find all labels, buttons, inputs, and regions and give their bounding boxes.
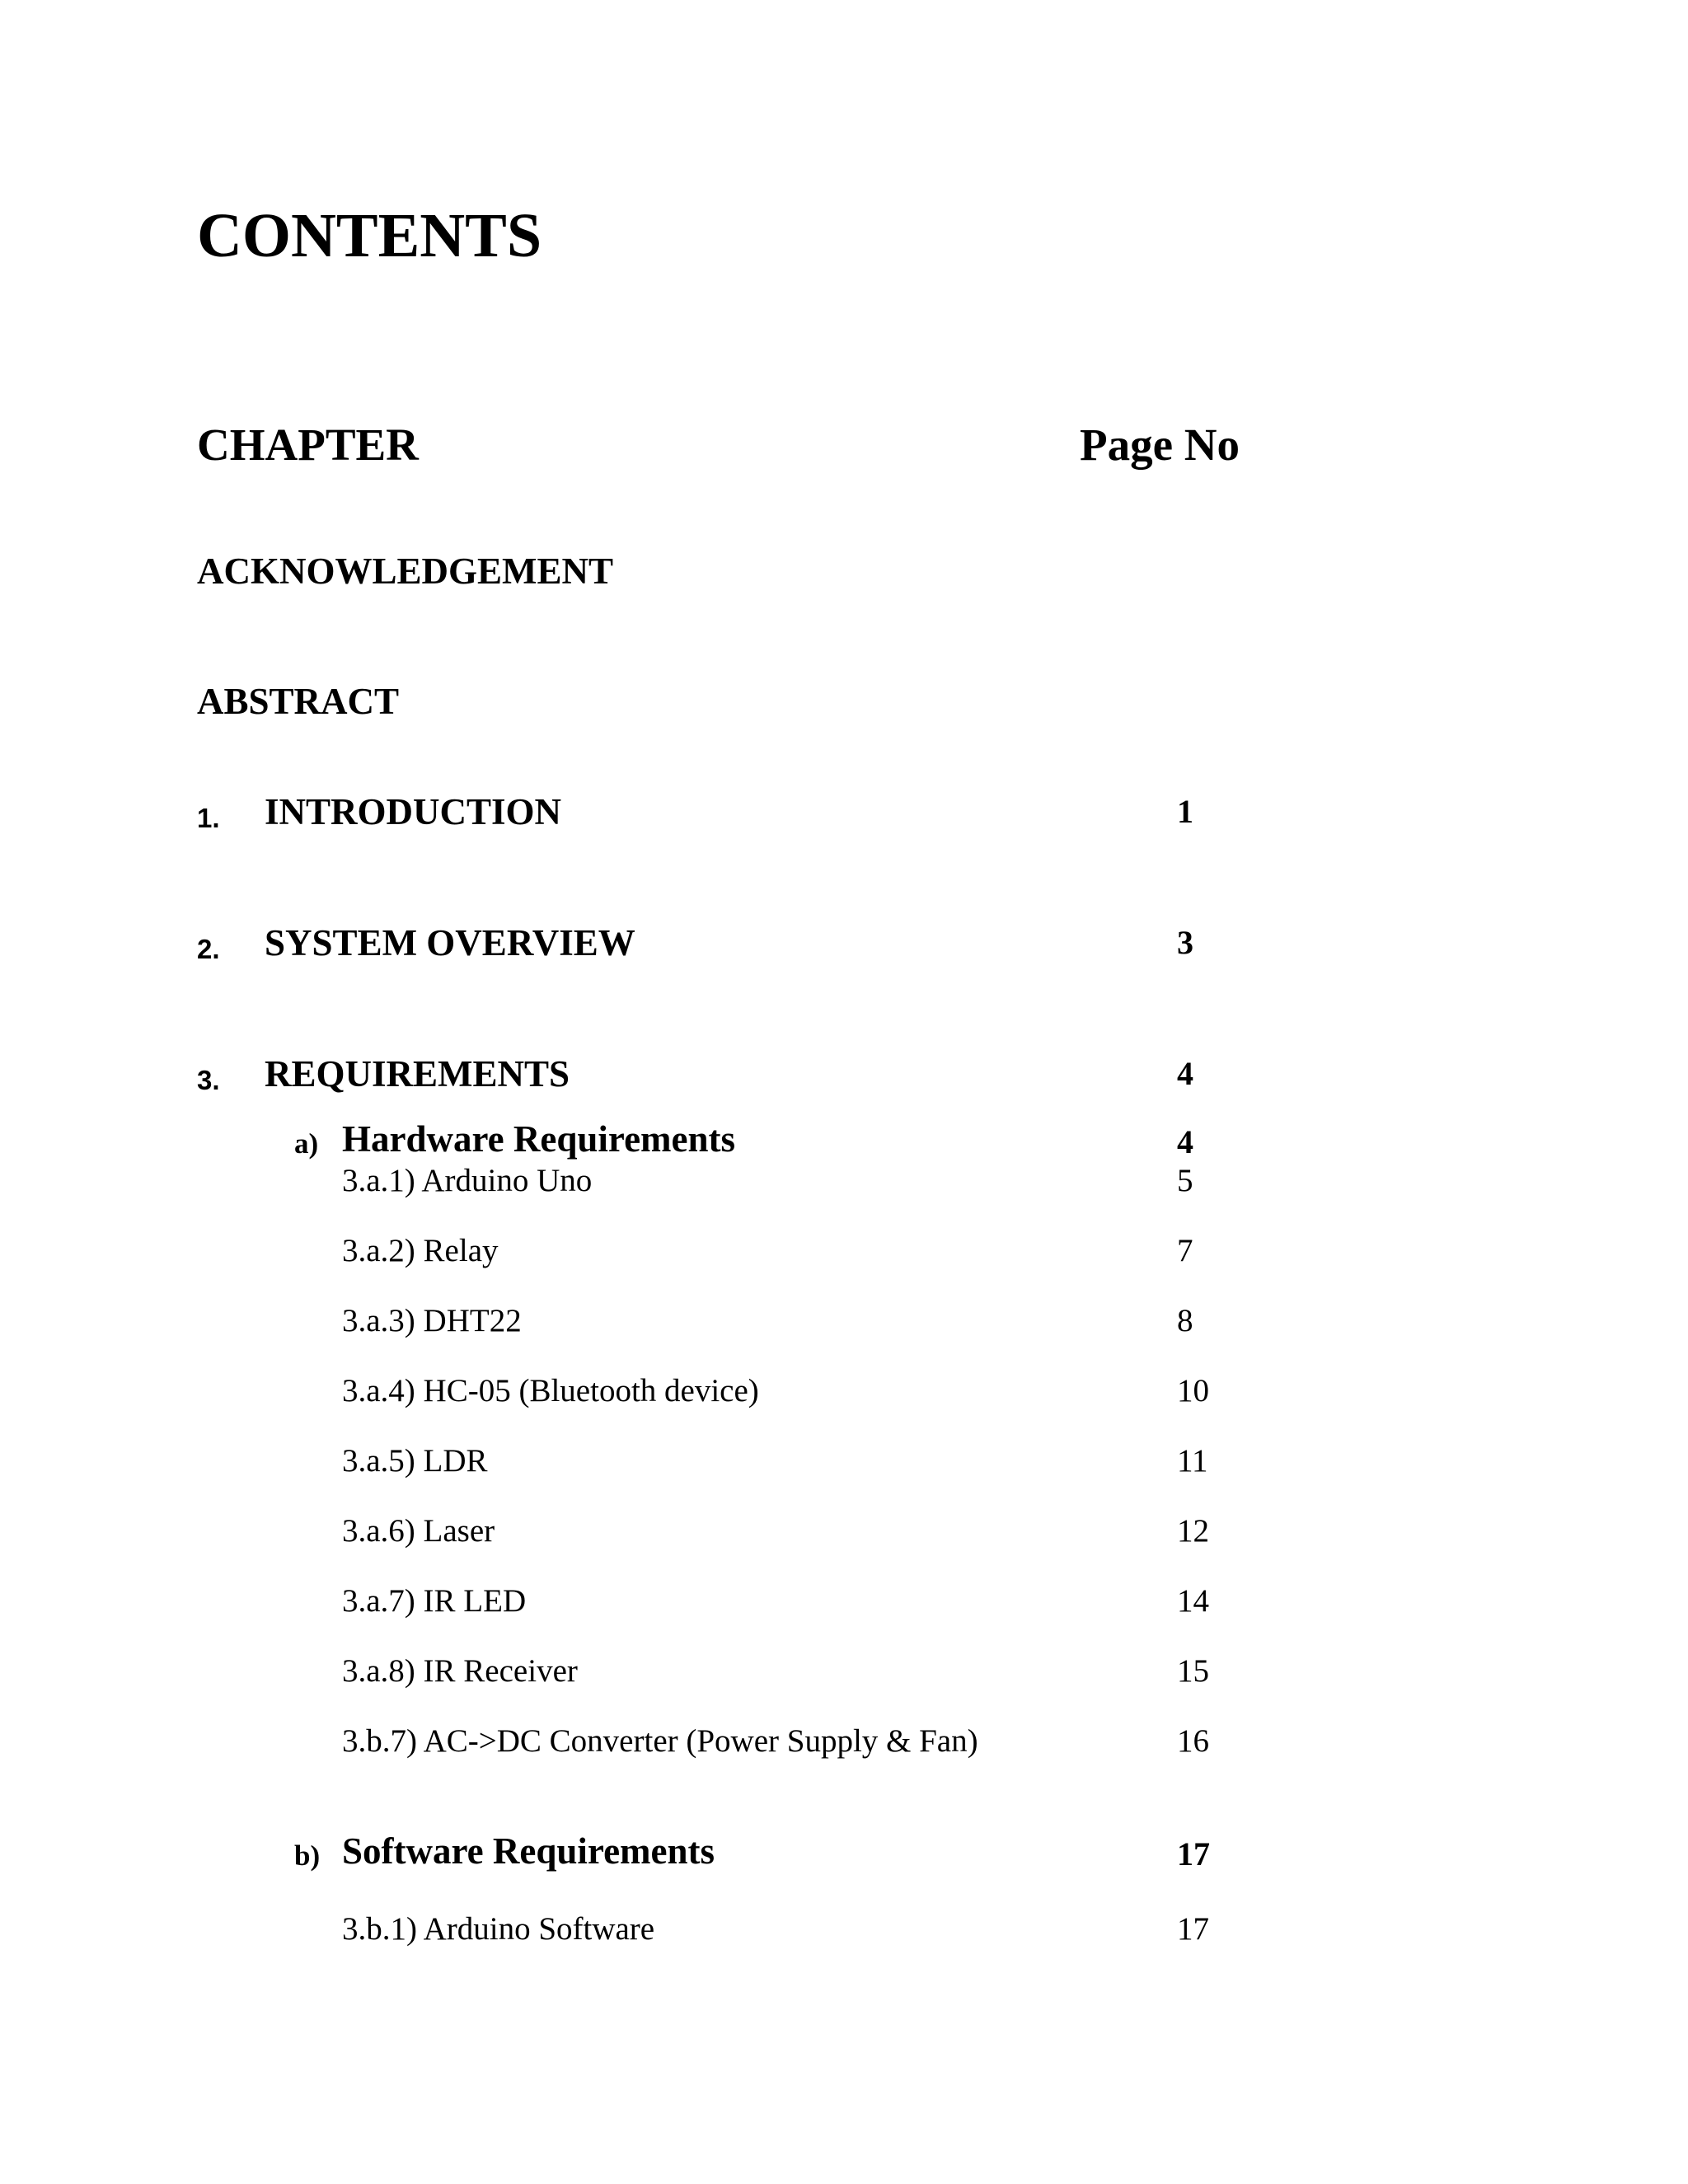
toc-subentry-page: 11 [1177,1443,1208,1479]
section-title: Software Requirements [342,1830,715,1872]
toc-subentry-title: 3.a.8) IR Receiver [342,1653,578,1689]
section-letter: a) [294,1127,319,1160]
toc-subentry-page: 17 [1177,1911,1209,1947]
toc-subentry-page: 5 [1177,1163,1193,1198]
toc-subentry-title: 3.a.6) Laser [342,1513,495,1549]
toc-entry-acknowledgement: ACKNOWLEDGEMENT [197,551,614,592]
toc-subentry-page: 8 [1177,1303,1193,1338]
chapter-page-number: 1 [1177,793,1193,830]
chapter-title: REQUIREMENTS [265,1053,570,1094]
toc-subentry-page: 14 [1177,1583,1209,1619]
chapter-column-header: CHAPTER [197,419,419,470]
section-title: Hardware Requirements [342,1118,736,1160]
page-number-column-header: Page No [1080,419,1240,470]
section-page-number: 4 [1177,1123,1193,1160]
section-page-number: 17 [1177,1835,1210,1872]
toc-subentry-title: 3.a.5) LDR [342,1443,488,1479]
toc-subentry-title: 3.a.3) DHT22 [342,1303,522,1338]
toc-subentry-title: 3.a.7) IR LED [342,1583,527,1619]
toc-subentry-page: 12 [1177,1513,1209,1549]
chapter-number: 1. [197,803,220,833]
page-title: CONTENTS [197,201,542,270]
toc-subentry-page: 15 [1177,1653,1209,1689]
toc-subentry-title: 3.a.2) Relay [342,1233,499,1268]
toc-subentry-title: 3.b.1) Arduino Software [342,1911,655,1947]
section-letter: b) [294,1840,321,1872]
chapter-number: 2. [197,934,220,964]
toc-subentry-page: 16 [1177,1723,1209,1759]
toc-subentry-title: 3.a.1) Arduino Uno [342,1163,593,1198]
chapter-page-number: 4 [1177,1055,1193,1092]
toc-subentry-page: 10 [1177,1373,1209,1408]
toc-subentry-page: 7 [1177,1233,1193,1268]
chapter-number: 3. [197,1065,220,1095]
toc-entry-abstract: ABSTRACT [197,681,400,722]
chapter-title: SYSTEM OVERVIEW [265,922,635,963]
chapter-title: INTRODUCTION [265,791,562,832]
toc-subentry-title: 3.a.4) HC-05 (Bluetooth device) [342,1373,759,1408]
chapter-page-number: 3 [1177,924,1193,961]
toc-subentry-title: 3.b.7) AC->DC Converter (Power Supply & Fan) [342,1723,978,1759]
